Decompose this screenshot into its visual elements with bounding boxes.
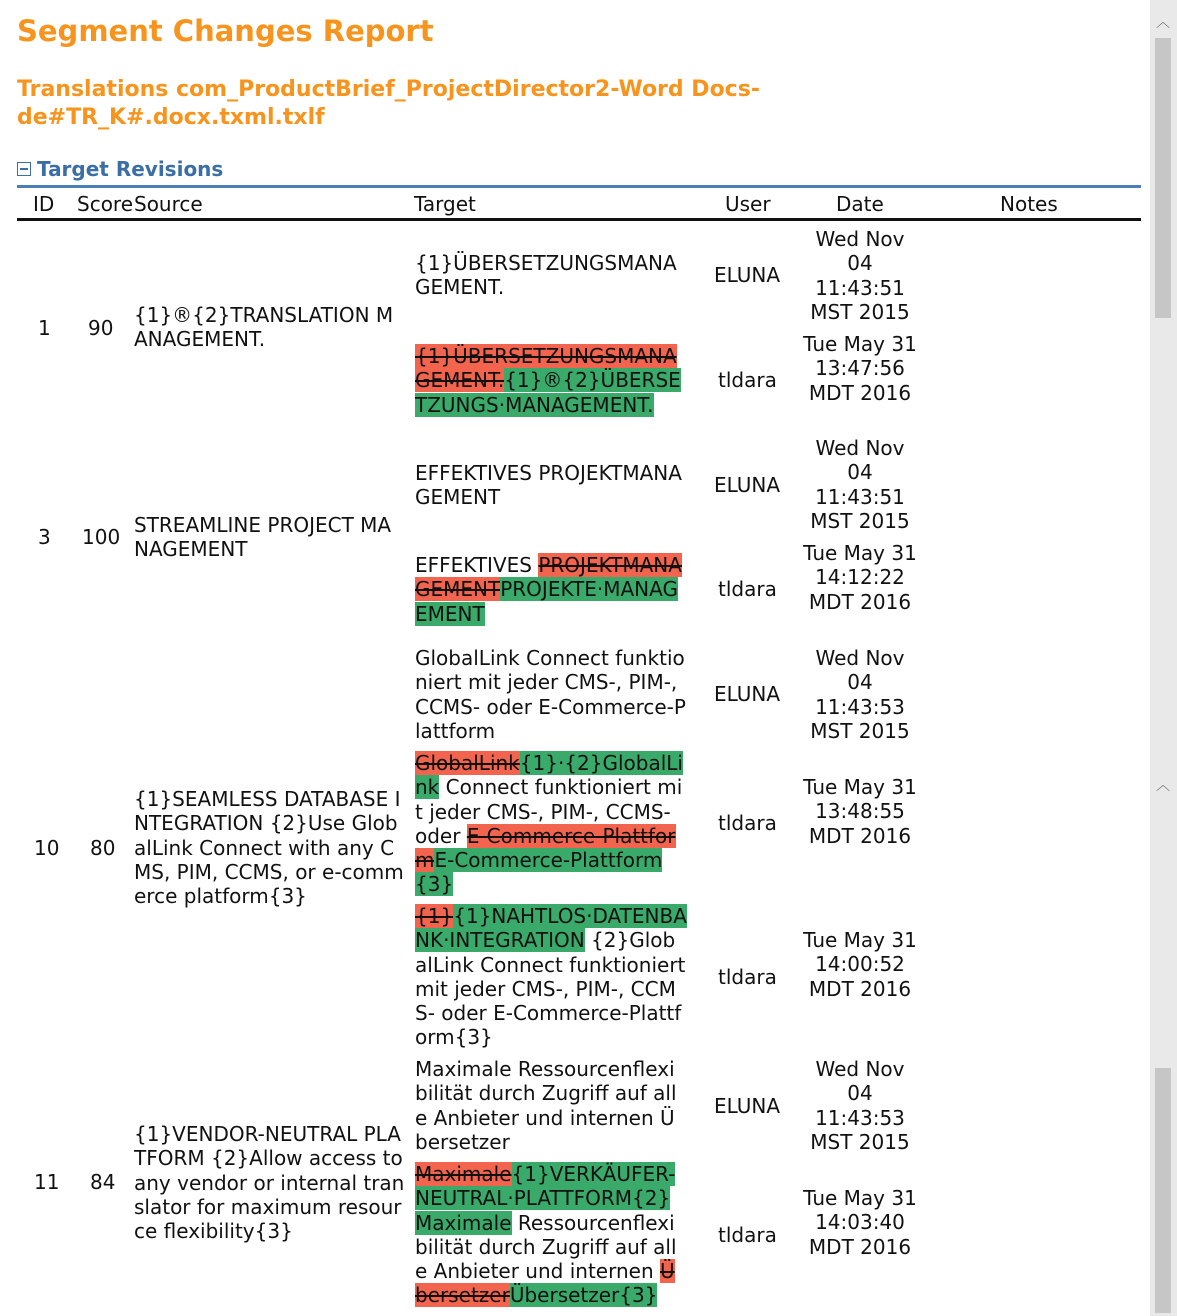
- row-score: 90: [88, 316, 114, 340]
- deleted-text: E-Commerce-Plattform: [415, 823, 676, 873]
- target-text: [415, 461, 687, 510]
- user-name: ELUNA: [714, 682, 781, 706]
- target-text: [415, 1057, 687, 1154]
- inserted-text: {1}®{2}ÜBERSETZUNGS·MANAGEMENT.: [415, 368, 681, 417]
- target-segment: EFFEKTIVES PROJEKTMANAGEMENT: [415, 461, 682, 510]
- inserted-text: {1}VERKÄUFER-NEUTRAL·PLATTFORM{2}Maximale: [415, 1162, 676, 1235]
- scrollbar-thumb[interactable]: [1155, 38, 1171, 318]
- deleted-text: {1}: [415, 904, 454, 928]
- revision-date: Tue May 31 14:03:40 MDT 2016: [803, 1186, 917, 1259]
- col-user: User: [725, 192, 771, 216]
- revision-date: Wed Nov 04 11:43:51 MST 2015: [810, 227, 910, 324]
- row-score: 100: [82, 525, 121, 549]
- col-target: Target: [414, 192, 476, 216]
- deleted-text: Übersetzer: [415, 1259, 675, 1308]
- target-text: [415, 553, 687, 626]
- revision-date: Wed Nov 04 11:43:53 MST 2015: [810, 646, 910, 743]
- deleted-text: {1}ÜBERSETZUNGSMANAGEMENT.: [415, 344, 677, 393]
- target-text: [415, 1162, 687, 1308]
- inserted-text: Übersetzer{3}: [509, 1283, 658, 1308]
- target-text: [415, 751, 687, 897]
- row-source: {1}®{2}TRANSLATION MANAGEMENT.: [134, 303, 394, 352]
- target-segment: Maximale Ressourcenflexibilität durch Zugriff auf alle Anbieter und internen Übersetzer: [415, 1057, 677, 1154]
- inserted-text: PROJEKTE·MANAGEMENT: [415, 577, 678, 626]
- row-source: {1}SEAMLESS DATABASE INTEGRATION {2}Use GlobalLink Connect with any CMS, PIM, CCMS, or e-commerce platform{3}: [134, 787, 404, 909]
- user-name: tldara: [718, 577, 777, 601]
- user-name: ELUNA: [714, 473, 781, 497]
- revision-date: Tue May 31 13:47:56 MDT 2016: [803, 332, 917, 405]
- revision-date: Tue May 31 14:12:22 MDT 2016: [803, 541, 917, 614]
- revision-date: Wed Nov 04 11:43:53 MST 2015: [810, 1057, 910, 1154]
- user-name: ELUNA: [714, 1094, 781, 1118]
- revision-date: Tue May 31 13:48:55 MDT 2016: [803, 775, 917, 848]
- target-text: [415, 251, 687, 300]
- deleted-text: Maximale: [415, 1162, 512, 1186]
- target-segment: {2}GlobalLink Connect funktioniert mit jeder CMS-, PIM-, CCMS- oder E-Commerce-Plattform{3}: [415, 928, 686, 1050]
- row-score: 84: [90, 1170, 116, 1194]
- target-text: [415, 344, 687, 417]
- row-id: 3: [38, 525, 51, 549]
- row-score: 80: [90, 836, 116, 860]
- col-id: ID: [33, 192, 55, 216]
- target-segment: Connect funktioniert mit jeder CMS-, PIM-, CCMS- oder: [415, 775, 683, 848]
- row-source: {1}VENDOR-NEUTRAL PLATFORM {2}Allow access to any vendor or internal translator for maximum resource flexibility{3}: [134, 1122, 405, 1244]
- row-id: 1: [38, 316, 51, 340]
- user-name: tldara: [718, 965, 777, 989]
- row-source: STREAMLINE PROJECT MANAGEMENT: [134, 513, 392, 562]
- col-notes: Notes: [1000, 192, 1058, 216]
- user-name: ELUNA: [714, 263, 781, 287]
- scroll-up-icon[interactable]: ︿: [1156, 778, 1170, 794]
- section-title: Target Revisions: [37, 157, 224, 181]
- table-header: [17, 190, 1141, 221]
- revision-date: Wed Nov 04 11:43:51 MST 2015: [810, 436, 910, 533]
- target-segment: EFFEKTIVES: [415, 553, 539, 577]
- deleted-text: GlobalLink: [415, 751, 520, 775]
- row-id: 11: [34, 1170, 60, 1194]
- vertical-scrollbar[interactable]: [1150, 0, 1177, 1316]
- row-id: 10: [34, 836, 60, 860]
- report-subtitle: Translations com_ProductBrief_ProjectDirector2-Word Docs-de#TR_K#.docx.txml.txlf: [17, 77, 760, 130]
- report-title: Segment Changes Report: [17, 14, 434, 48]
- user-name: tldara: [718, 811, 777, 835]
- inserted-text: E-Commerce-Plattform{3}: [415, 848, 663, 897]
- deleted-text: PROJEKTMANAGEMENT: [415, 553, 682, 602]
- col-date: Date: [836, 192, 884, 216]
- col-source: Source: [134, 192, 203, 216]
- scroll-up-icon[interactable]: ︿: [1156, 15, 1170, 31]
- target-segment: GlobalLink Connect funktioniert mit jeder CMS-, PIM-, CCMS- oder E-Commerce-Plattform: [415, 646, 686, 743]
- inserted-text: {1}·{2}GlobalLink: [415, 751, 683, 800]
- scrollbar-thumb[interactable]: [1155, 1068, 1171, 1313]
- target-text: [415, 904, 687, 1050]
- target-segment: {1}ÜBERSETZUNGSMANAGEMENT.: [415, 251, 677, 300]
- target-segment: Ressourcenflexibilität durch Zugriff auf alle Anbieter und internen: [415, 1210, 677, 1284]
- user-name: tldara: [718, 1223, 777, 1247]
- collapse-icon[interactable]: [17, 162, 31, 176]
- revision-date: Tue May 31 14:00:52 MDT 2016: [803, 928, 917, 1001]
- user-name: tldara: [718, 368, 777, 392]
- target-text: [415, 646, 687, 743]
- col-score: Score: [77, 192, 134, 216]
- section-header[interactable]: [17, 157, 1141, 188]
- inserted-text: {1}NAHTLOS·DATENBANK·INTEGRATION: [415, 904, 687, 953]
